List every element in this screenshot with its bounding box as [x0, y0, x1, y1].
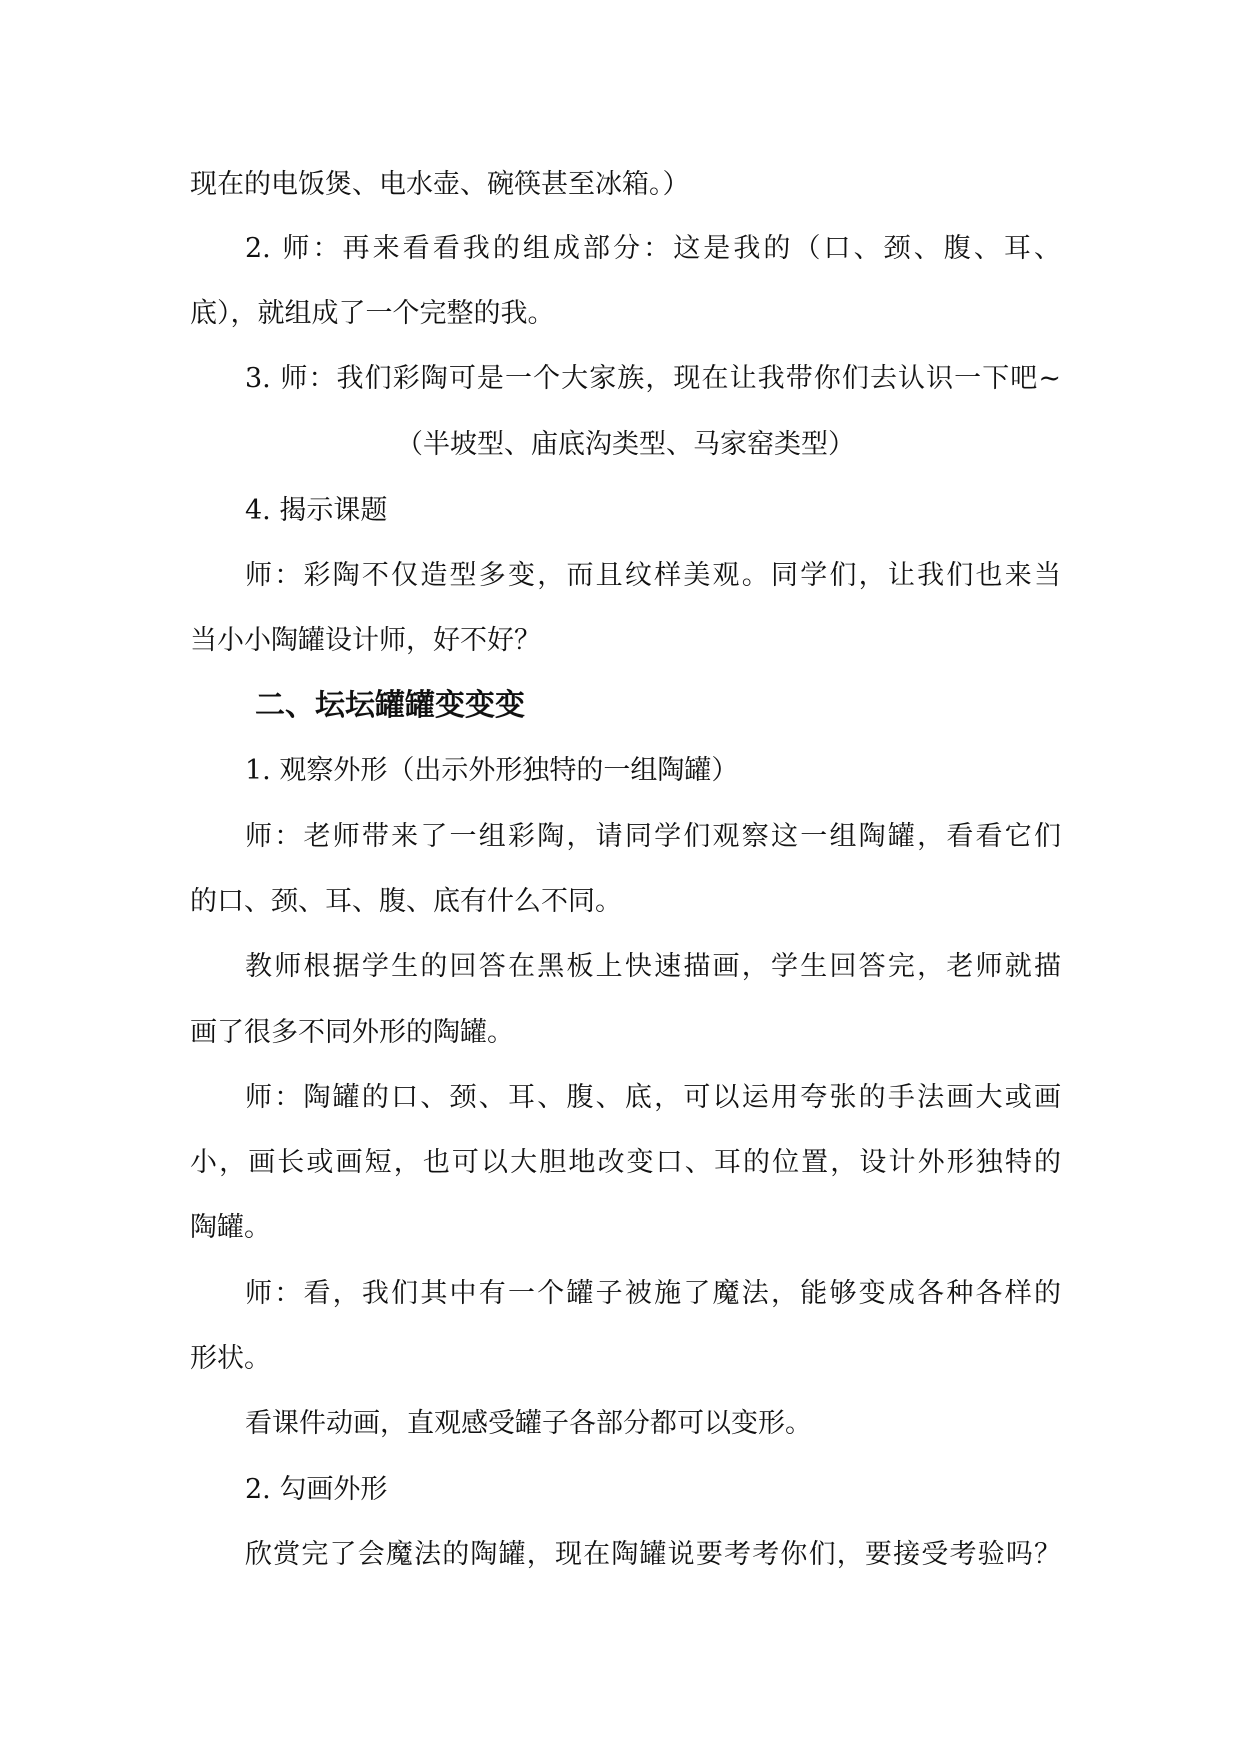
paragraph-line: 看课件动画，直观感受罐子各部分都可以变形。 — [245, 1408, 812, 1439]
paragraph-line: 1. 观察外形（出示外形独特的一组陶罐） — [245, 755, 739, 786]
paragraph-line: 师：老师带来了一组彩陶，请同学们观察这一组陶罐，看看它们 — [245, 821, 1061, 852]
paragraph-line: 形状。 — [190, 1343, 271, 1374]
paragraph-line: 的口、颈、耳、腹、底有什么不同。 — [190, 886, 622, 917]
paragraph-line: 画了很多不同外形的陶罐。 — [190, 1017, 514, 1048]
paragraph-line: 当小小陶罐设计师，好不好？ — [190, 625, 541, 656]
paragraph-line: 4. 揭示课题 — [245, 495, 388, 526]
paragraph-line: 2. 勾画外形 — [245, 1474, 388, 1505]
paragraph-line: 陶罐。 — [190, 1212, 271, 1243]
paragraph-line: 欣赏完了会魔法的陶罐，现在陶罐说要考考你们，要接受考验吗？ — [245, 1539, 1061, 1570]
paragraph-line: 底），就组成了一个完整的我。 — [190, 298, 555, 329]
section-heading: 二、坛坛罐罐变变变 — [255, 688, 525, 723]
paragraph-line: 3. 师：我们彩陶可是一个大家族，现在让我带你们去认识一下吧~ — [245, 363, 1061, 394]
paragraph-line-centered: （半坡型、庙底沟类型、马家窑类型） — [396, 429, 855, 460]
paragraph-line: 小，画长或画短，也可以大胆地改变口、耳的位置，设计外形独特的 — [190, 1147, 1061, 1178]
paragraph-line: 现在的电饭煲、电水壶、碗筷甚至冰箱。） — [190, 169, 690, 200]
paragraph-line: 师：陶罐的口、颈、耳、腹、底，可以运用夸张的手法画大或画 — [245, 1082, 1061, 1113]
paragraph-line: 师：看，我们其中有一个罐子被施了魔法，能够变成各种各样的 — [245, 1278, 1061, 1309]
paragraph-line: 2. 师：再来看看我的组成部分：这是我的（口、颈、腹、耳、 — [245, 233, 1061, 264]
paragraph-line: 教师根据学生的回答在黑板上快速描画，学生回答完，老师就描 — [245, 951, 1061, 982]
paragraph-line: 师：彩陶不仅造型多变，而且纹样美观。同学们，让我们也来当 — [245, 560, 1061, 591]
